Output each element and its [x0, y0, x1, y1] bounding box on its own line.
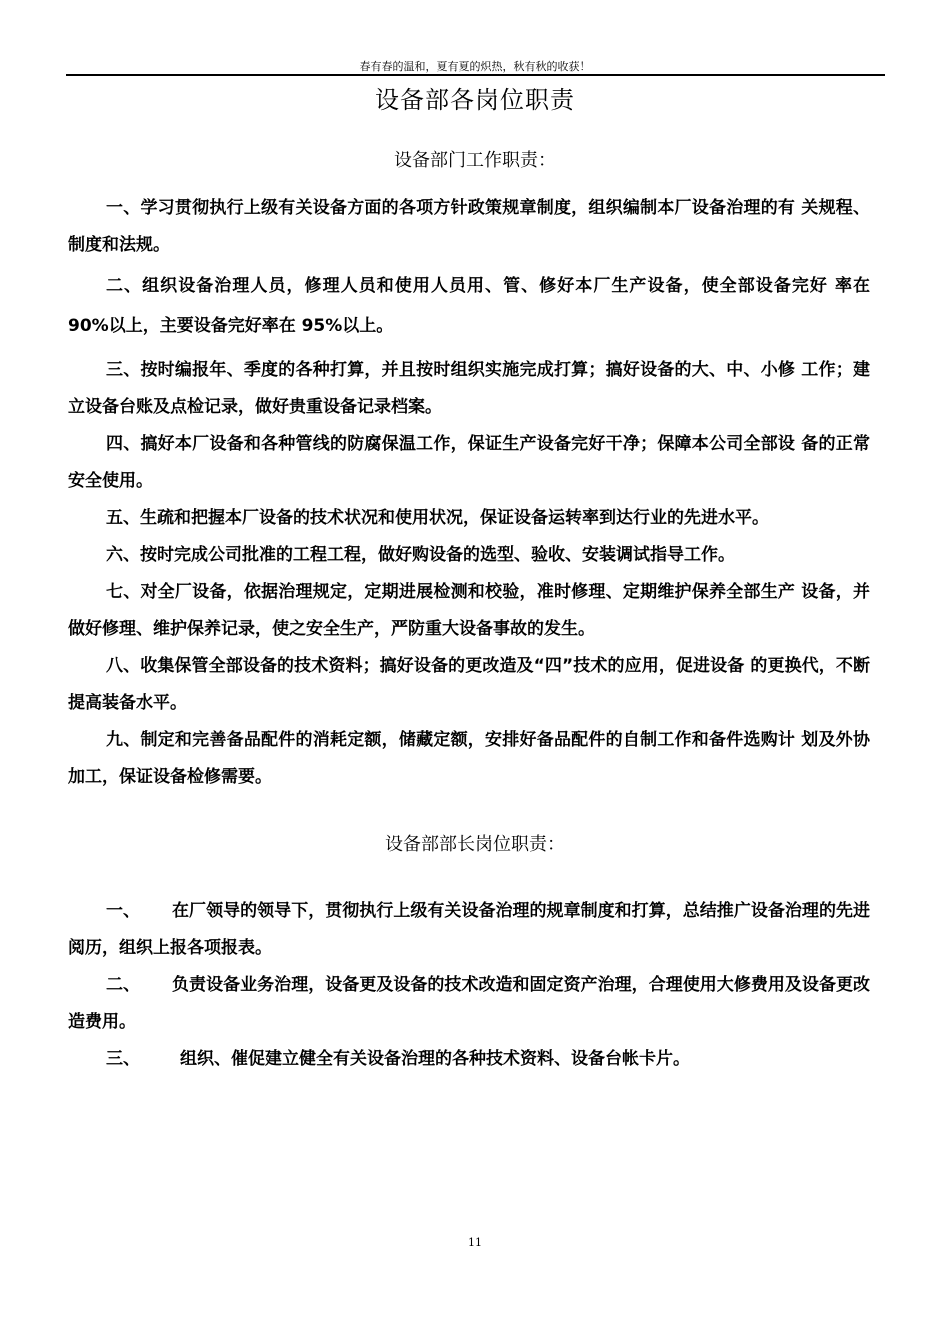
department-duties-list [68, 190, 870, 796]
section-title-department-duties: 设备部门工作职责： [394, 150, 556, 171]
director-duty-item [68, 1041, 870, 1078]
page-header-motto: 春有春的温和，夏有夏的炽热，秋有秋的收获！ [359, 60, 591, 73]
item-text: 负责设备业务治理，设备更及设备的技术改造和固定资产治理，合理使用大修费用及设备更改造费用。 [68, 975, 870, 1032]
duty-paragraph: 九、制定和完善备品配件的消耗定额，储藏定额，安排好备品配件的自制工作和备件选购计 划及外协加工，保证设备检修需要。 [68, 730, 870, 787]
section-title-director-duties: 设备部部长岗位职责： [385, 834, 565, 855]
duty-paragraph: 一、学习贯彻执行上级有关设备方面的各项方针政策规章制度，组织编制本厂设备治理的有 关规程、制度和法规。 [68, 198, 870, 255]
duty-paragraph: 五、生疏和把握本厂设备的技术状况和使用状况，保证设备运转率到达行业的先进水平。 [106, 508, 769, 528]
director-duties-list [68, 893, 870, 1078]
duty-paragraph: 二、组织设备治理人员，修理人员和使用人员用、管、修好本厂生产设备，使全部设备完好 率在 90%以上，主要设备完好率在 95%以上。 [68, 276, 870, 336]
director-duty-item [68, 893, 870, 967]
duty-paragraph: 八、收集保管全部设备的技术资料；搞好设备的更改造及“四”技术的应用，促进设备 的更换代，不断提高装备水平。 [68, 656, 870, 713]
page-number: 11 [468, 1236, 482, 1249]
item-number: 三、 [106, 1049, 140, 1069]
duty-paragraph: 三、按时编报年、季度的各种打算，并且按时组织实施完成打算；搞好设备的大、中、小修 工作；建立设备台账及点检记录，做好贵重设备记录档案。 [68, 360, 870, 417]
duty-paragraph: 七、对全厂设备，依据治理规定，定期进展检测和校验，准时修理、定期维护保养全部生产 设备，并做好修理、维护保养记录，使之安全生产，严防重大设备事故的发生。 [68, 582, 870, 639]
item-text: 组织、催促建立健全有关设备治理的各种技术资料、设备台帐卡片。 [180, 1049, 690, 1069]
item-number: 二、 [106, 975, 140, 995]
item-number: 一、 [106, 901, 140, 921]
duty-paragraph: 六、按时完成公司批准的工程工程，做好购设备的选型、验收、安装调试指导工作。 [106, 545, 735, 565]
duty-paragraph: 四、搞好本厂设备和各种管线的防腐保温工作，保证生产设备完好干净；保障本公司全部设 备的正常安全使用。 [68, 434, 870, 491]
header-rule [66, 74, 885, 76]
document-title: 设备部各岗位职责 [375, 86, 575, 114]
item-text: 在厂领导的领导下，贯彻执行上级有关设备治理的规章制度和打算，总结推广设备治理的先进阅历，组织上报各项报表。 [68, 901, 870, 958]
director-duty-item [68, 967, 870, 1041]
